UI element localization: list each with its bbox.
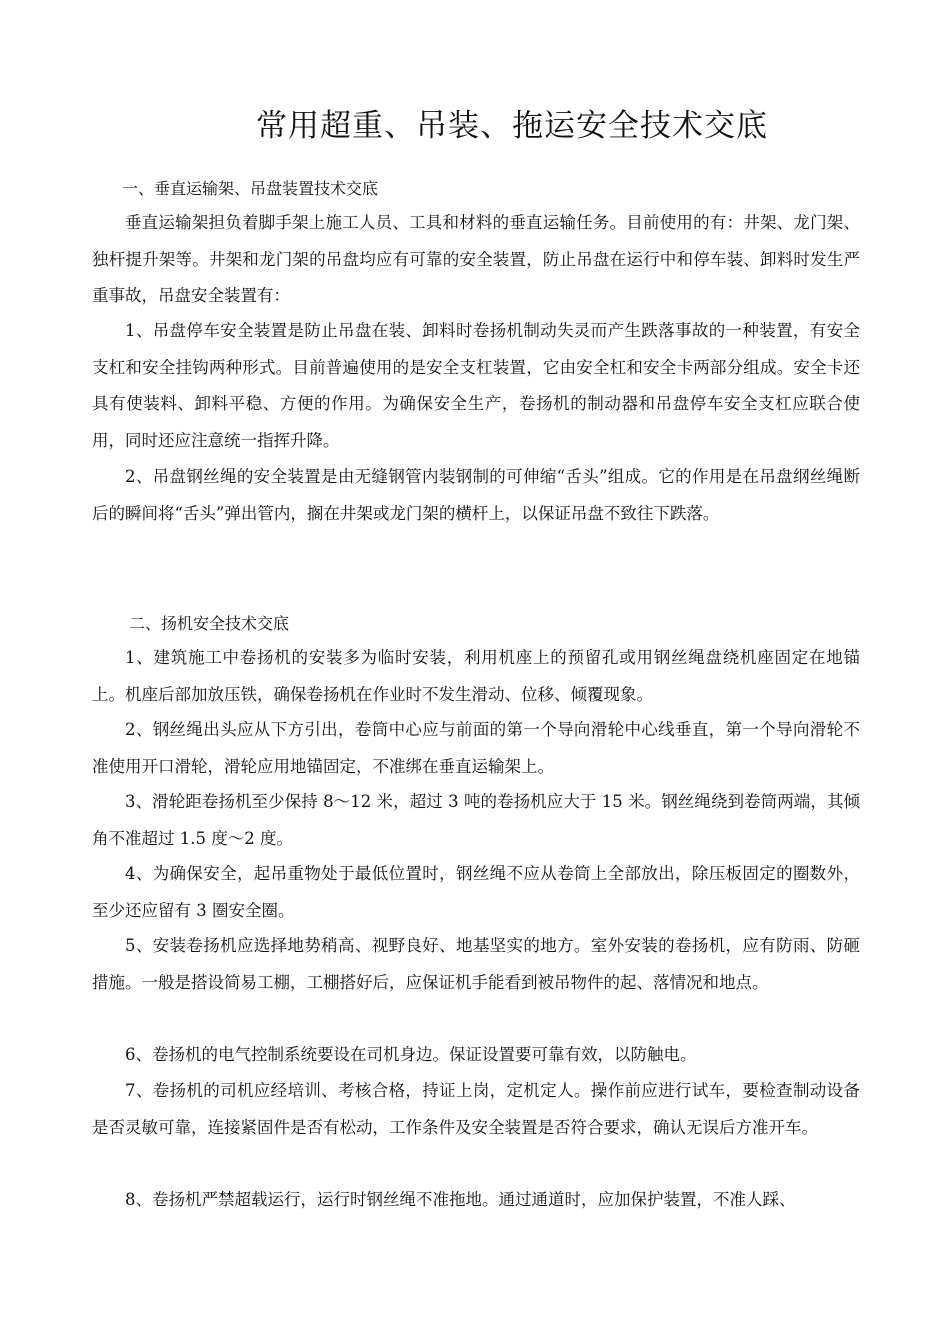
section-2-paragraph-item-1: 1、建筑施工中卷扬机的安装多为临时安装，利用机座上的预留孔或用钢丝绳盘绕机座固定在地锚上。机座后部加放压铁，确保卷扬机在作业时不发生滑动、位移、倾覆现象。 xyxy=(92,648,860,704)
document-title: 常用超重、吊装、拖运安全技术交底 xyxy=(256,108,768,144)
section-2-paragraph-item-3: 3、滑轮距卷扬机至少保持 8～12 米，超过 3 吨的卷扬机应大于 15 米。钢丝绳绕到卷筒两端，其倾角不准超过 1.5 度～2 度。 xyxy=(92,792,860,848)
section-2-paragraph-item-6: 6、卷扬机的电气控制系统要设在司机身边。保证设置要可靠有效，以防触电。 xyxy=(125,1045,697,1064)
section-2-paragraph-item-8: 8、卷扬机严禁超载运行，运行时钢丝绳不准拖地。通过通道时，应加保护装置，不准人踩、 xyxy=(125,1190,796,1209)
section-2-paragraph-item-5: 5、安装卷扬机应选择地势稍高、视野良好、地基坚实的地方。室外安装的卷扬机，应有防雨、防砸措施。一般是搭设简易工棚，工棚搭好后，应保证机手能看到被吊物件的起、落情况和地点。 xyxy=(92,936,860,992)
section-1-heading: 一、垂直运输架、吊盘装置技术交底 xyxy=(122,179,379,198)
section-1-paragraph-intro: 垂直运输架担负着脚手架上施工人员、工具和材料的垂直运输任务。目前使用的有：井架、龙门架、独杆提升架等。井架和龙门架的吊盘均应有可靠的安全装置，防止吊盘在运行中和停车装、卸料时发生严重事故，吊盘安全装置有： xyxy=(92,213,860,305)
section-2-paragraph-item-4: 4、为确保安全，起吊重物处于最低位置时，钢丝绳不应从卷筒上全部放出，除压板固定的圈数外，至少还应留有 3 圈安全圈。 xyxy=(92,864,860,920)
section-1-paragraph-item-1: 1、吊盘停车安全装置是防止吊盘在装、卸料时卷扬机制动失灵而产生跌落事故的一种装置，有安全支杠和安全挂钩两种形式。目前普遍使用的是安全支杠装置，它由安全杠和安全卡两部分组成。安全卡还具有使装料、卸料平稳、方便的作用。为确保安全生产，卷扬机的制动器和吊盘停车安全支杠应联合使用，同时还应注意统一指挥升降。 xyxy=(92,321,860,450)
section-2-heading: 二、扬机安全技术交底 xyxy=(129,614,290,633)
section-2-paragraph-item-7: 7、卷扬机的司机应经培训、考核合格，持证上岗，定机定人。操作前应进行试车，要检查制动设备是否灵敏可靠，连接紧固件是否有松动，工作条件及安全装置是否符合要求，确认无误后方准开车。 xyxy=(92,1081,860,1137)
section-2-paragraph-item-2: 2、钢丝绳出头应从下方引出，卷筒中心应与前面的第一个导向滑轮中心线垂直，第一个导向滑轮不准使用开口滑轮，滑轮应用地锚固定，不准绑在垂直运输架上。 xyxy=(92,720,860,776)
section-1-paragraph-item-2: 2、吊盘钢丝绳的安全装置是由无缝钢管内装钢制的可伸缩“舌头”组成。它的作用是在吊盘纲丝绳断后的瞬间将“舌头”弹出管内，搁在井架或龙门架的横杆上，以保证吊盘不致往下跌落。 xyxy=(92,467,860,523)
